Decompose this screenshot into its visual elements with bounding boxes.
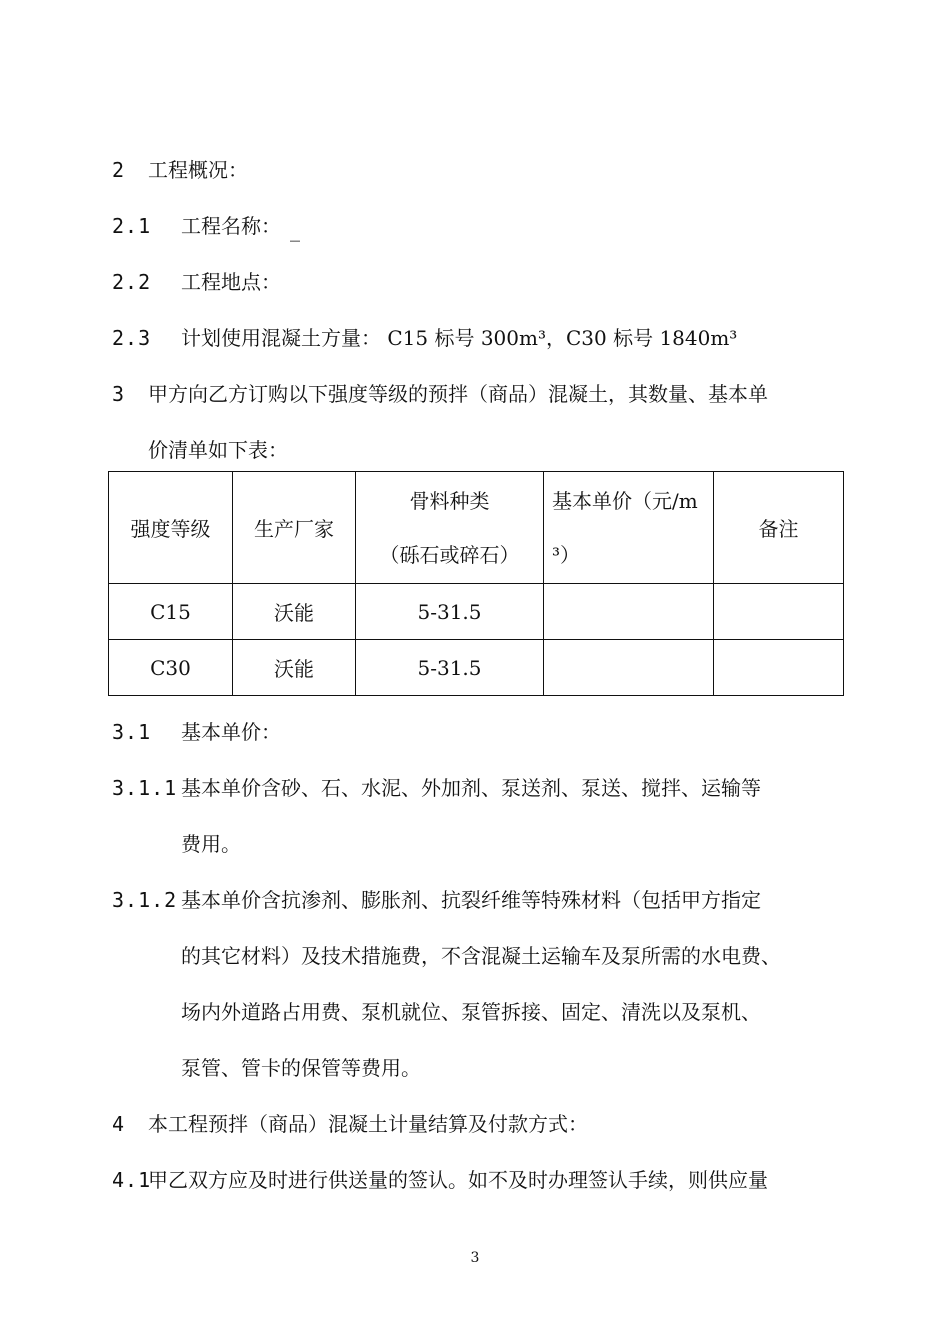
item-2-3-number: 2.3	[112, 326, 152, 350]
header-price	[544, 472, 714, 584]
item-3-1-2-line4: 泵管、管卡的保管等费用。	[181, 1056, 421, 1080]
item-4-1-text: 甲乙双方应及时进行供送量的签认。如不及时办理签认手续，则供应量	[148, 1168, 768, 1192]
item-2-1-number: 2.1	[112, 214, 152, 238]
item-3-1-2-line1: 基本单价含抗渗剂、膨胀剂、抗裂纤维等特殊材料（包括甲方指定	[181, 888, 761, 912]
header-aggregate-line1: 骨料种类	[409, 488, 490, 513]
item-3-1-label: 基本单价：	[181, 720, 281, 744]
header-aggregate	[356, 472, 544, 584]
price-table	[108, 471, 844, 696]
table-row	[109, 584, 844, 640]
item-3-1-2-line2: 的其它材料）及技术措施费，不含混凝土运输车及泵所需的水电费、	[181, 944, 781, 968]
item-2-2-number: 2.2	[112, 270, 152, 294]
row1-remark	[714, 584, 844, 640]
row1-grade: C15	[109, 584, 233, 640]
row2-grade: C30	[109, 640, 233, 696]
item-3-1-1-line1: 基本单价含砂、石、水泥、外加剂、泵送剂、泵送、搅拌、运输等	[181, 776, 761, 800]
header-grade: 强度等级	[109, 472, 233, 584]
header-aggregate-line2: （砾石或碎石）	[379, 542, 520, 567]
item-3-1-2-number: 3.1.2	[112, 888, 178, 912]
table-header-row	[109, 472, 844, 584]
page-number: 3	[470, 1250, 480, 1266]
table-row	[109, 640, 844, 696]
item-2-3-text: 计划使用混凝土方量： C15 标号 300m³，C30 标号 1840m³	[181, 326, 738, 350]
section-3-number: 3	[112, 382, 126, 406]
row2-price	[544, 640, 714, 696]
section-3-heading-line2: 价清单如下表：	[148, 438, 288, 462]
row2-maker: 沃能	[233, 640, 356, 696]
item-3-1-1-number: 3.1.1	[112, 776, 178, 800]
item-2-1-blank: _	[290, 218, 300, 242]
item-3-1-1-line2: 费用。	[181, 832, 241, 856]
row1-price	[544, 584, 714, 640]
item-2-2-label: 工程地点：	[181, 270, 281, 294]
section-2-heading: 工程概况：	[148, 158, 248, 182]
header-price-line2: ³）	[552, 542, 581, 567]
item-3-1-number: 3.1	[112, 720, 152, 744]
row2-remark	[714, 640, 844, 696]
item-2-1-label: 工程名称：	[181, 214, 281, 238]
section-3-heading-line1: 甲方向乙方订购以下强度等级的预拌（商品）混凝土，其数量、基本单	[148, 382, 768, 406]
section-4-number: 4	[112, 1112, 126, 1136]
item-4-1-number: 4.1	[112, 1168, 152, 1192]
row2-aggregate: 5-31.5	[356, 640, 544, 696]
item-3-1-2-line3: 场内外道路占用费、泵机就位、泵管拆接、固定、清洗以及泵机、	[181, 1000, 761, 1024]
header-maker: 生产厂家	[233, 472, 356, 584]
header-price-line1: 基本单价（元/m	[552, 488, 698, 513]
header-remark: 备注	[714, 472, 844, 584]
row1-aggregate: 5-31.5	[356, 584, 544, 640]
section-2-number: 2	[112, 158, 126, 182]
section-4-heading: 本工程预拌（商品）混凝土计量结算及付款方式：	[148, 1112, 588, 1136]
row1-maker: 沃能	[233, 584, 356, 640]
